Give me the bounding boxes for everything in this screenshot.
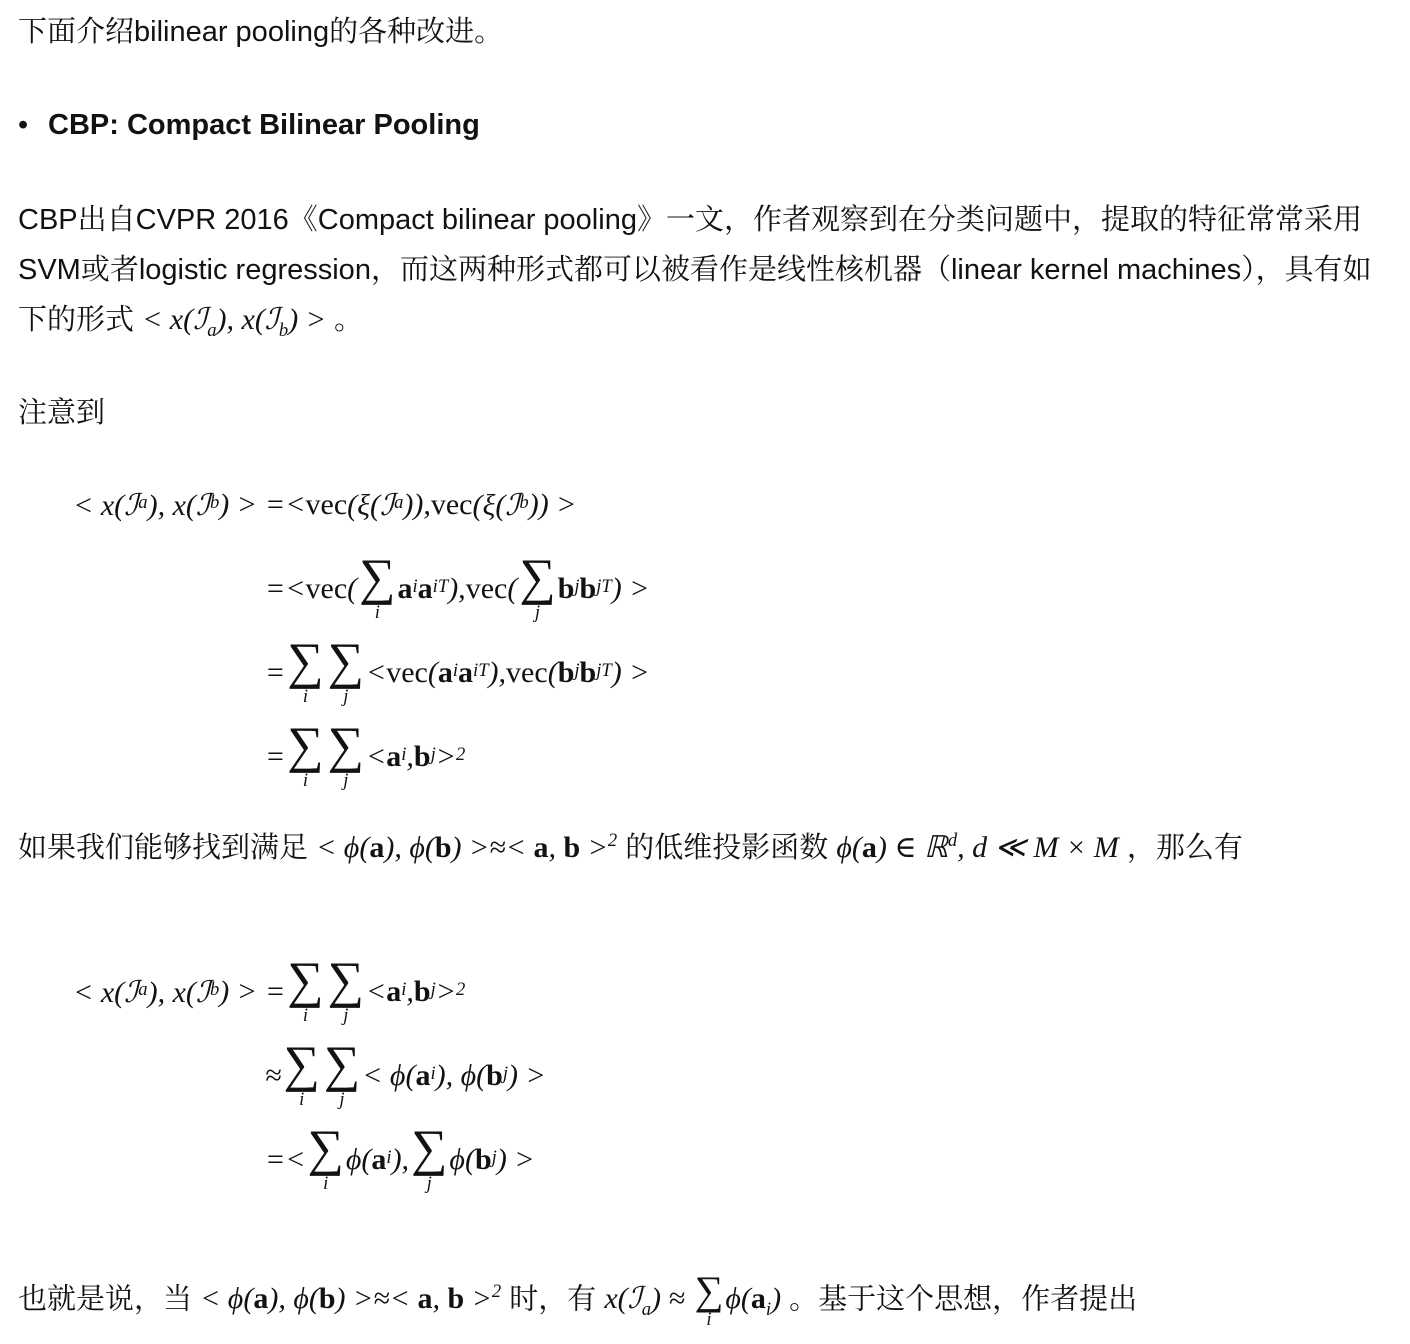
subscript: b [209, 491, 220, 513]
summation [695, 1273, 724, 1330]
equation-rhs: = ∑ i ∑ j < a i , b j > 2 [265, 715, 649, 799]
summation [324, 1043, 360, 1109]
equation-rhs: = ∑ i ∑ j < vec ( a i a i T ), vec ( b j b j T ) > [265, 631, 649, 715]
sigma-symbol [324, 1043, 360, 1089]
inline-math: < ϕ(a), ϕ(b) >≈< a, b >$^2$ [316, 830, 618, 864]
bold-vector: b [557, 572, 575, 605]
superscript: d [947, 830, 958, 851]
paragraph [18, 195, 1386, 345]
bold-vector: a [417, 1282, 433, 1316]
sigma-symbol [328, 640, 364, 686]
paragraph-text: 也就是说，当 [18, 1283, 201, 1316]
equation-rhs: = ∑ i ∑ j < a i , b j > 2 [265, 950, 546, 1034]
subscript: i [401, 978, 407, 1000]
equation-block [30, 463, 649, 799]
subscript: j [574, 575, 580, 597]
equation-rhs: =< vec ( ∑ i a i a i T ), vec ( ∑ j b j b j T ) > [265, 547, 649, 631]
operator-name: vec [465, 572, 508, 605]
bold-vector: b [447, 1282, 465, 1316]
sum-index: j [343, 1004, 349, 1026]
bold-vector: a [458, 656, 474, 689]
operator-name: vec [430, 488, 473, 521]
bold-vector: a [386, 740, 402, 773]
paragraph-text: CBP出自CVPR 2016《Compact bilinear pooling》一文，作者观察到在分类问题中，提取的特征常常采用SVM或者logistic regression，而这两种形式都可以被看作是线性核机器（linear kernel machines），具有如下的形式 [18, 204, 1372, 336]
paragraph-text: 注意到 [18, 397, 106, 429]
sigma-symbol [328, 959, 364, 1005]
equation-lhs [30, 1034, 265, 1118]
superscript: T [601, 575, 612, 597]
subscript: a [138, 978, 148, 1000]
sum-index: j [343, 769, 349, 791]
bold-vector: a [533, 831, 549, 864]
summation [328, 959, 364, 1025]
inline-math: < x(ℐ$_a$), x(ℐ$_b$) > [142, 303, 326, 341]
bold-vector: a [386, 975, 402, 1008]
bold-vector: a [369, 831, 385, 864]
section-heading: CBP: Compact Bilinear Pooling [48, 109, 480, 141]
paragraph [18, 823, 1386, 882]
intro-text: 下面介绍bilinear pooling的各种改进。 [18, 16, 504, 48]
operator-name: vec [305, 572, 348, 605]
summation [283, 1043, 319, 1109]
sum-index: j [339, 1088, 345, 1110]
sum-index: i [323, 1172, 329, 1194]
bold-vector: b [579, 656, 597, 689]
summation [287, 959, 323, 1025]
subscript: i [430, 1062, 436, 1084]
subscript: j [430, 978, 436, 1000]
superscript: T [601, 659, 612, 681]
bold-vector: a [253, 1282, 269, 1316]
subscript: i [401, 743, 407, 765]
sigma-symbol [411, 1127, 447, 1173]
bold-vector: b [413, 740, 431, 773]
sigma-symbol [519, 556, 555, 602]
sum-index: i [706, 1309, 712, 1331]
superscript: 2 [491, 1281, 502, 1303]
bold-vector: b [486, 1059, 503, 1092]
subscript: a [138, 491, 148, 513]
subscript: b [278, 320, 289, 341]
bullet-marker: • [18, 109, 29, 141]
sum-index: i [299, 1088, 305, 1110]
bold-vector: b [579, 572, 597, 605]
sigma-symbol [308, 1127, 344, 1173]
summation [287, 724, 323, 790]
summation [519, 556, 555, 622]
subscript: j [502, 1062, 508, 1084]
subscript: a [641, 1299, 652, 1321]
paragraph-text: 如果我们能够找到满足 [18, 832, 317, 864]
summation [287, 640, 323, 706]
bold-vector: a [750, 1282, 766, 1316]
superscript: 2 [456, 978, 466, 1000]
sigma-symbol [287, 640, 323, 686]
subscript: j [430, 743, 436, 765]
subscript: i [473, 659, 479, 681]
paragraph-text: 。基于这个思想，作者提出 [781, 1283, 1138, 1316]
subscript: a [394, 491, 404, 513]
sum-index: i [374, 601, 380, 623]
paragraph-text: ，那么有 [1118, 832, 1243, 864]
subscript: i [412, 575, 418, 597]
superscript: 2 [607, 830, 618, 851]
sum-index: j [534, 601, 541, 623]
sigma-symbol [287, 724, 323, 770]
subscript: a [207, 320, 217, 341]
superscript: T [478, 659, 489, 681]
bold-vector: b [318, 1282, 336, 1316]
inline-math: ϕ(a) ∈ ℝ$^d$, d ≪ M × M [836, 830, 1119, 864]
operator-name: vec [305, 488, 348, 521]
bold-vector: b [557, 656, 575, 689]
subscript: i [432, 575, 438, 597]
subscript: b [209, 978, 220, 1000]
sigma-symbol [359, 556, 395, 602]
inline-math: x(ℐ$_a$) ≈ ∑ i $\phi(a_i)$ [604, 1282, 781, 1315]
summation [308, 1127, 344, 1193]
bold-vector: b [434, 831, 452, 864]
summation [359, 556, 395, 622]
bold-vector: b [413, 975, 431, 1008]
sigma-symbol [287, 959, 323, 1005]
bold-vector: b [563, 831, 581, 864]
subscript: b [519, 491, 529, 513]
superscript: 2 [456, 743, 466, 765]
subscript: i [452, 659, 459, 681]
summation [328, 724, 364, 790]
inline-math: < ϕ(a), ϕ(b) >≈< a, b >$^2$ [200, 1281, 502, 1316]
subscript: j [574, 659, 580, 681]
bold-vector: a [415, 1059, 431, 1092]
equation-lhs [30, 1118, 265, 1202]
paragraph [18, 388, 1386, 438]
equation-lhs [30, 547, 265, 631]
summation [411, 1127, 447, 1193]
equation-block [30, 950, 546, 1202]
paragraph-text: 的低维投影函数 [617, 832, 837, 864]
bold-vector: a [861, 831, 877, 864]
paragraph [18, 1273, 1386, 1333]
bullet-item-cbp [18, 100, 1386, 150]
subscript: j [491, 1146, 497, 1168]
bold-vector: a [437, 656, 453, 689]
sum-index: i [302, 685, 309, 707]
paragraph-text: 时，有 [501, 1283, 605, 1316]
equation-rhs: ≈ ∑ i ∑ j < ϕ( a i ), ϕ( b j ) > [265, 1034, 546, 1118]
equation-lhs: < x(ℐ a ), x(ℐ b ) > [73, 975, 257, 1009]
equation-rhs: =< vec (ξ(ℐ a )), vec (ξ(ℐ b )) > [265, 488, 577, 522]
subscript: i [765, 1299, 772, 1321]
equation-lhs [30, 715, 265, 799]
operator-name: vec [386, 656, 428, 689]
bold-vector: a [397, 572, 413, 605]
subscript: j [596, 659, 602, 681]
bold-vector: b [474, 1143, 492, 1176]
sum-index: j [426, 1172, 432, 1194]
summation [328, 640, 364, 706]
sigma-symbol [328, 724, 364, 770]
equation-rhs: =< ∑ i ϕ( a i ), ∑ j ϕ( b j ) > [265, 1118, 546, 1202]
sigma-symbol [695, 1273, 724, 1309]
operator-name: vec [506, 656, 548, 689]
sum-index: i [302, 769, 309, 791]
sum-index: j [343, 685, 349, 707]
equation-lhs: < x(ℐ a ), x(ℐ b ) > [73, 488, 257, 522]
sum-index: i [302, 1004, 309, 1026]
subscript: j [596, 575, 602, 597]
bold-vector: a [417, 572, 433, 605]
equation-lhs [30, 631, 265, 715]
sigma-symbol [283, 1043, 319, 1089]
subscript: i [386, 1146, 392, 1168]
superscript: T [437, 575, 449, 597]
paragraph-text: 。 [325, 304, 363, 336]
bold-vector: a [371, 1143, 387, 1176]
